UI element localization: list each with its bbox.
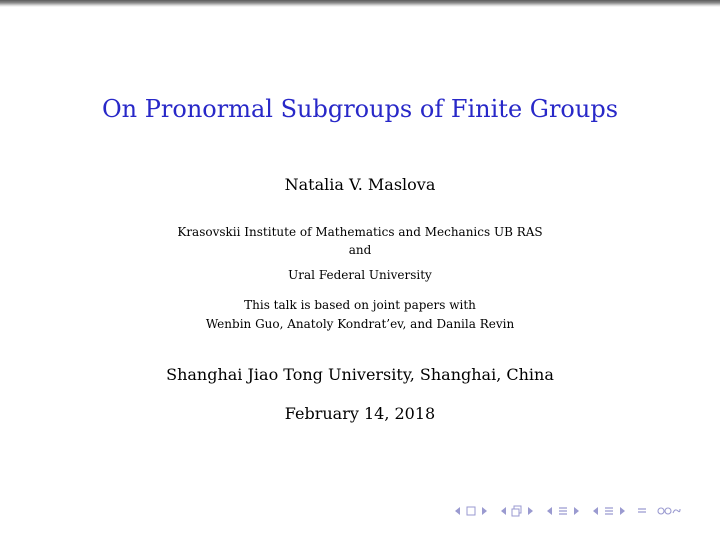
- nav-next-arrow-icon[interactable]: [570, 504, 582, 518]
- search-nav-group: [656, 504, 682, 518]
- nav-prev-arrow-icon[interactable]: [498, 504, 510, 518]
- section-icon[interactable]: [603, 504, 615, 518]
- affiliation-2: Ural Federal University: [288, 268, 432, 282]
- frame-icon[interactable]: [465, 504, 477, 518]
- subsection-nav-group: [498, 504, 536, 518]
- toc-nav-group: [636, 504, 648, 518]
- section-nav-group: [544, 504, 582, 518]
- nav-next-arrow-icon[interactable]: [478, 504, 490, 518]
- nav-prev-arrow-icon[interactable]: [544, 504, 556, 518]
- part-nav-group: [590, 504, 628, 518]
- nav-next-arrow-icon[interactable]: [616, 504, 628, 518]
- nav-prev-arrow-icon[interactable]: [452, 504, 464, 518]
- talk-date: February 14, 2018: [284, 404, 436, 423]
- author-name: Natalia V. Maslova: [284, 175, 436, 194]
- joint-papers-note-line-2: Wenbin Guo, Anatoly Kondrat’ev, and Danila Revin: [205, 317, 515, 331]
- affiliation-1: Krasovskii Institute of Mathematics and Mechanics UB RAS: [177, 225, 543, 239]
- nav-next-arrow-icon[interactable]: [524, 504, 536, 518]
- toc-icon[interactable]: [636, 504, 648, 518]
- nav-prev-arrow-icon[interactable]: [590, 504, 602, 518]
- venue: Shanghai Jiao Tong University, Shanghai, China: [166, 365, 554, 384]
- subsection-icon[interactable]: [511, 504, 523, 518]
- slide-title: On Pronormal Subgroups of Finite Groups: [101, 95, 619, 123]
- section-icon[interactable]: [557, 504, 569, 518]
- affiliation-and: and: [348, 243, 372, 257]
- search-icon[interactable]: [656, 504, 682, 518]
- joint-papers-note-line-1: This talk is based on joint papers with: [244, 298, 476, 312]
- beamer-navigation-bar: [452, 503, 688, 519]
- frame-nav-group: [452, 504, 490, 518]
